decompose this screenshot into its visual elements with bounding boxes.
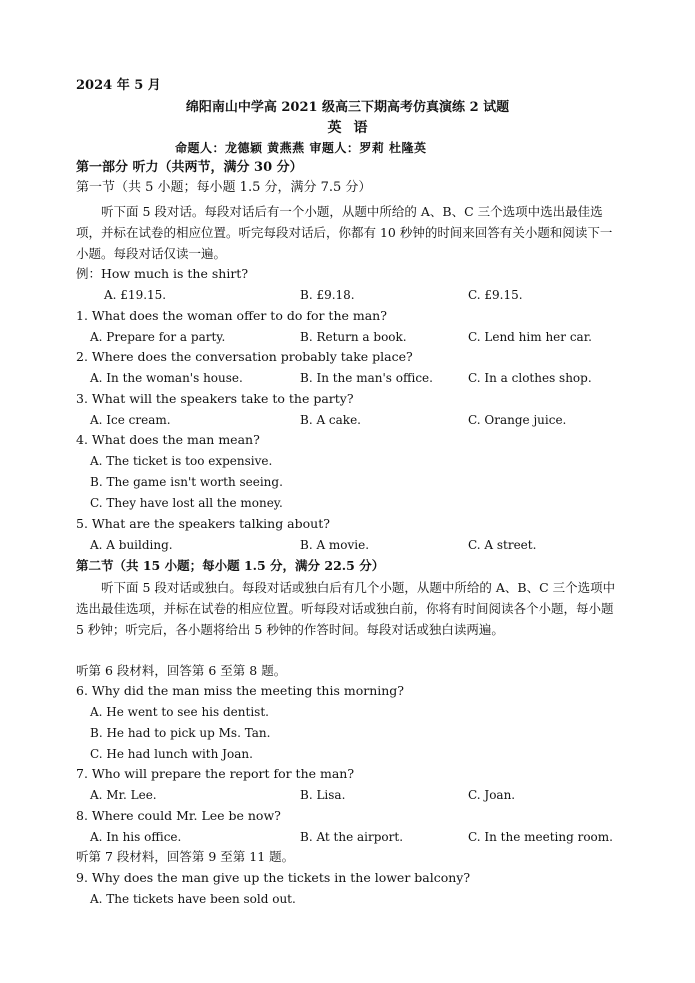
q2-option-c: C. In a clothes shop.: [468, 371, 592, 385]
section2-instructions: 听下面 5 段对话或独白。每段对话或独白后有几个小题，从题中所给的 A、B、C 三个选项中选出最佳选项，并标在试卷的相应位置。听每段对话或独白前，你将有时间阅读各个小题，每小题 5 秒钟；听完后，各小题将给出 5 秒钟的作答时间。每段对话或独白读两遍。: [76, 580, 616, 637]
q3-question: 3. What will the speakers take to the party?: [76, 391, 354, 406]
example-option-a: A. £19.15.: [104, 288, 167, 302]
q3-option-c: C. Orange juice.: [468, 413, 567, 427]
q2-option-b: B. In the man's office.: [300, 371, 433, 385]
material7-note: 听第 7 段材料，回答第 9 至第 11 题。: [76, 849, 295, 864]
q8-question: 8. Where could Mr. Lee be now?: [76, 808, 281, 823]
q1-option-b: B. Return a book.: [300, 330, 407, 344]
q9-option-a: A. The tickets have been sold out.: [90, 892, 296, 906]
q5-option-b: B. A movie.: [300, 538, 370, 552]
q8-option-b: B. At the airport.: [300, 830, 404, 844]
q4-option-a: A. The ticket is too expensive.: [90, 454, 273, 468]
q6-option-c: C. He had lunch with Joan.: [90, 747, 253, 761]
q7-option-a: A. Mr. Lee.: [90, 788, 157, 802]
q4-question: 4. What does the man mean?: [76, 432, 260, 447]
q7-option-b: B. Lisa.: [300, 788, 346, 802]
q3-option-a: A. Ice cream.: [90, 413, 171, 427]
q4-option-c: C. They have lost all the money.: [90, 496, 283, 510]
part1-heading: 第一部分 听力（共两节，满分 30 分）: [76, 160, 303, 175]
q1-question: 1. What does the woman offer to do for the man?: [76, 308, 387, 323]
q1-option-c: C. Lend him her car.: [468, 330, 592, 344]
section2-heading: 第二节（共 15 小题；每小题 1.5 分，满分 22.5 分）: [76, 558, 385, 573]
q1-option-a: A. Prepare for a party.: [90, 330, 226, 344]
exam-subject: 英语: [327, 120, 380, 136]
exam-authors: 命题人：龙德颖 黄燕燕 审题人：罗莉 杜隆英: [175, 141, 427, 155]
q5-option-c: C. A street.: [468, 538, 537, 552]
q5-question: 5. What are the speakers talking about?: [76, 516, 330, 531]
q7-question: 7. Who will prepare the report for the man?: [76, 766, 355, 781]
q6-option-a: A. He went to see his dentist.: [90, 705, 269, 719]
q9-question: 9. Why does the man give up the tickets in the lower balcony?: [76, 870, 471, 885]
material6-note: 听第 6 段材料，回答第 6 至第 8 题。: [76, 663, 287, 678]
section1-heading: 第一节（共 5 小题；每小题 1.5 分，满分 7.5 分）: [76, 180, 372, 195]
example-option-b: B. £9.18.: [300, 288, 355, 302]
q3-option-b: B. A cake.: [300, 413, 361, 427]
q4-option-b: B. The game isn't worth seeing.: [90, 475, 283, 489]
section1-instructions: 听下面 5 段对话。每段对话后有一个小题，从题中所给的 A、B、C 三个选项中选出最佳选项，并标在试卷的相应位置。听完每段对话后，你都有 10 秒钟的时间来回答有关小题和阅读下一小题。每段对话仅读一遍。: [76, 204, 613, 261]
q8-option-c: C. In the meeting room.: [468, 830, 613, 844]
q8-option-a: A. In his office.: [90, 830, 182, 844]
q2-option-a: A. In the woman's house.: [90, 371, 243, 385]
q6-question: 6. Why did the man miss the meeting this morning?: [76, 683, 404, 698]
q2-question: 2. Where does the conversation probably take place?: [76, 349, 413, 364]
q5-option-a: A. A building.: [90, 538, 173, 552]
q6-option-b: B. He had to pick up Ms. Tan.: [90, 726, 271, 740]
q7-option-c: C. Joan.: [468, 788, 516, 802]
exam-title: 绵阳南山中学高 2021 级高三下期高考仿真演练 2 试题: [185, 100, 510, 115]
example-option-c: C. £9.15.: [468, 288, 523, 302]
example-question: 例：How much is the shirt?: [76, 266, 249, 281]
exam-date: 2024 年 5 月: [76, 78, 161, 93]
